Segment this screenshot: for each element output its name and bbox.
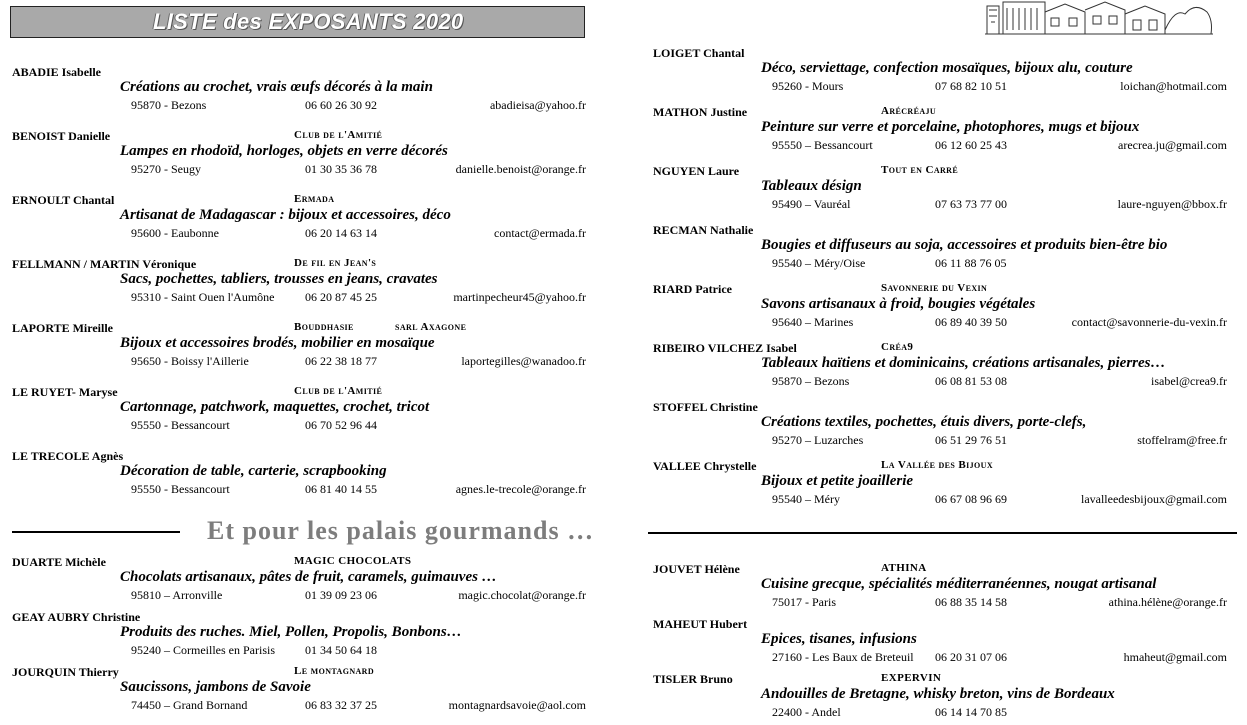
exhibitor-city: 75017 - Paris	[772, 595, 836, 609]
exhibitor-city: 95260 - Mours	[772, 79, 844, 93]
exhibitor-city: 95550 – Bessancourt	[772, 138, 873, 152]
exhibitor-description: Artisanat de Madagascar : bijoux et accessoires, déco	[120, 207, 451, 223]
exhibitor-name: LE RUYET- Maryse	[12, 385, 118, 399]
exhibitor-city: 27160 - Les Baux de Breteuil	[772, 650, 914, 664]
exhibitor-city: 22400 - Andel	[772, 705, 841, 719]
exhibitor-city: 95550 - Bessancourt	[131, 482, 230, 496]
exhibitor-entry	[12, 449, 586, 499]
exhibitor-email: magic.chocolat@orange.fr	[458, 588, 586, 602]
exhibitor-entry	[653, 164, 1227, 214]
exhibitor-city: 95870 - Bezons	[131, 98, 207, 112]
exhibitor-name: BENOIST Danielle	[12, 129, 111, 143]
exhibitor-description: Cuisine grecque, spécialités méditerranéennes, nougat artisanal	[761, 576, 1157, 592]
exhibitor-organization: La Vallée des Bijoux	[881, 459, 994, 471]
exhibitor-email: athina.hélène@orange.fr	[1108, 595, 1227, 609]
exhibitor-city: 95640 – Marines	[772, 315, 854, 329]
exhibitor-email: agnes.le-trecole@orange.fr	[455, 482, 586, 496]
exhibitor-phone: 06 70 52 96 44	[305, 418, 377, 432]
exhibitor-phone: 06 11 88 76 05	[935, 256, 1007, 270]
exhibitor-email: contact@ermada.fr	[494, 226, 586, 240]
exhibitor-city: 74450 – Grand Bornand	[131, 698, 248, 712]
exhibitor-name: JOUVET Hélène	[653, 562, 740, 576]
exhibitor-phone: 06 83 32 37 25	[305, 698, 377, 712]
exhibitor-city: 95270 - Seugy	[131, 162, 201, 176]
exhibitor-organization: Bouddhasie	[294, 321, 354, 333]
exhibitor-description: Cartonnage, patchwork, maquettes, crochet, tricot	[120, 399, 430, 415]
exhibitor-description: Chocolats artisanaux, pâtes de fruit, caramels, guimauves …	[120, 569, 497, 585]
exhibitor-entry	[653, 46, 1227, 96]
exhibitor-entry	[12, 610, 586, 660]
exhibitor-phone: 06 12 60 25 43	[935, 138, 1007, 152]
exhibitor-phone: 06 51 29 76 51	[935, 433, 1007, 447]
exhibitor-phone: 06 20 87 45 25	[305, 290, 377, 304]
exhibitor-name: ABADIE Isabelle	[12, 65, 102, 79]
exhibitor-organization: De fil en Jean's	[294, 257, 377, 269]
exhibitor-email: stoffelram@free.fr	[1137, 433, 1227, 447]
exhibitor-name: ERNOULT Chantal	[12, 193, 115, 207]
exhibitor-organization: Savonnerie du Vexin	[881, 282, 988, 294]
exhibitor-name: LAPORTE Mireille	[12, 321, 114, 335]
exhibitor-description: Bijoux et accessoires brodés, mobilier en mosaïque	[120, 335, 435, 351]
exhibitor-city: 95600 - Eaubonne	[131, 226, 219, 240]
exhibitor-phone: 06 81 40 14 55	[305, 482, 377, 496]
exhibitor-name: LOIGET Chantal	[653, 46, 745, 60]
exhibitor-description: Epices, tisanes, infusions	[761, 631, 917, 647]
exhibitor-email: loichan@hotmail.com	[1120, 79, 1227, 93]
exhibitor-email: arecrea.ju@gmail.com	[1118, 138, 1227, 152]
exhibitor-organization: Club de l'Amitié	[294, 129, 383, 141]
exhibitor-phone: 06 20 31 07 06	[935, 650, 1007, 664]
exhibitor-entry	[12, 257, 586, 307]
exhibitor-city: 95270 – Luzarches	[772, 433, 864, 447]
exhibitor-description: Produits des ruches. Miel, Pollen, Propolis, Bonbons…	[120, 624, 462, 640]
exhibitor-description: Savons artisanaux à froid, bougies végétales	[761, 296, 1036, 312]
exhibitor-description: Sacs, pochettes, tabliers, trousses en jeans, cravates	[120, 271, 438, 287]
exhibitor-name: GEAY AUBRY Christine	[12, 610, 141, 624]
exhibitor-city: 95650 - Boissy l'Aillerie	[131, 354, 249, 368]
exhibitor-name: MAHEUT Hubert	[653, 617, 748, 631]
exhibitor-name: RECMAN Nathalie	[653, 223, 754, 237]
exhibitor-phone: 06 14 14 70 85	[935, 705, 1007, 719]
exhibitor-name: TISLER Bruno	[653, 672, 733, 686]
exhibitor-entry	[653, 562, 1227, 612]
title-banner	[10, 6, 585, 38]
exhibitor-description: Andouilles de Bretagne, whisky breton, vins de Bordeaux	[761, 686, 1115, 702]
exhibitor-organization: EXPERVIN	[881, 672, 942, 684]
exhibitor-entry	[12, 193, 586, 243]
exhibitor-entry	[12, 665, 586, 715]
exhibitor-phone: 06 67 08 96 69	[935, 492, 1007, 506]
exhibitor-entry	[653, 105, 1227, 155]
exhibitor-entry	[653, 672, 1227, 722]
exhibitor-email: isabel@crea9.fr	[1150, 374, 1227, 388]
exhibitor-email: laportegilles@wanadoo.fr	[461, 354, 586, 368]
exhibitor-email: abadieisa@yahoo.fr	[489, 98, 586, 112]
exhibitor-city: 95240 – Cormeilles en Parisis	[131, 643, 275, 657]
section-divider-right	[648, 532, 1237, 534]
exhibitor-organization: Le montagnard	[294, 665, 375, 677]
exhibitor-email: hmaheut@gmail.com	[1123, 650, 1227, 664]
section-divider	[12, 531, 180, 533]
page-title: LISTE des EXPOSANTS 2020	[153, 9, 464, 34]
exhibitor-city: 95870 – Bezons	[772, 374, 850, 388]
exhibitor-description: Peinture sur verre et porcelaine, photophores, mugs et bijoux	[761, 119, 1140, 135]
exhibitor-entry	[653, 459, 1227, 509]
exhibitor-description: Créations textiles, pochettes, étuis divers, porte-clefs,	[761, 414, 1087, 430]
exhibitor-name: JOURQUIN Thierry	[12, 665, 119, 679]
exhibitor-name: MATHON Justine	[653, 105, 748, 119]
exhibitor-entry	[653, 282, 1227, 332]
exhibitor-entry	[653, 341, 1227, 391]
exhibitor-entry	[653, 617, 1227, 667]
exhibitor-organization: Club de l'Amitié	[294, 385, 383, 397]
exhibitor-email: lavalleedesbijoux@gmail.com	[1080, 492, 1227, 506]
exhibitor-name: STOFFEL Christine	[653, 400, 758, 414]
exhibitor-city: 95490 – Vauréal	[772, 197, 851, 211]
exhibitor-phone: 06 89 40 39 50	[935, 315, 1007, 329]
exhibitor-organization: Tout en Carré	[881, 164, 959, 176]
exhibitor-email: contact@savonnerie-du-vexin.fr	[1071, 315, 1227, 329]
exhibitor-entry	[653, 223, 1227, 273]
exhibitor-entry	[12, 321, 586, 371]
exhibitor-email: danielle.benoist@orange.fr	[455, 162, 586, 176]
exhibitor-entry	[653, 400, 1227, 450]
exhibitor-entry	[12, 555, 586, 605]
exhibitor-email: martinpecheur45@yahoo.fr	[453, 290, 586, 304]
exhibitor-email: laure-nguyen@bbox.fr	[1117, 197, 1227, 211]
exhibitor-name: VALLEE Chrystelle	[653, 459, 757, 473]
exhibitor-entry	[12, 65, 586, 115]
exhibitor-organization: MAGIC CHOCOLATS	[294, 555, 412, 567]
exhibitor-phone: 06 20 14 63 14	[305, 226, 377, 240]
exhibitor-phone: 06 88 35 14 58	[935, 595, 1007, 609]
exhibitor-name: NGUYEN Laure	[653, 164, 740, 178]
exhibitor-city: 95550 - Bessancourt	[131, 418, 230, 432]
exhibitor-city: 95310 - Saint Ouen l'Aumône	[131, 290, 275, 304]
exhibitor-description: Décoration de table, carterie, scrapbooking	[120, 463, 387, 479]
exhibitor-phone: 06 08 81 53 08	[935, 374, 1007, 388]
exhibitor-name: DUARTE Michèle	[12, 555, 106, 569]
exhibitor-phone: 01 30 35 36 78	[305, 162, 377, 176]
exhibitor-description: Bougies et diffuseurs au soja, accessoires et produits bien-être bio	[761, 237, 1168, 253]
exhibitor-description: Déco, serviettage, confection mosaïques, bijoux alu, couture	[761, 60, 1133, 76]
exhibitor-city: 95540 – Méry/Oise	[772, 256, 866, 270]
exhibitor-description: Tableaux haïtiens et dominicains, créations artisanales, pierres…	[761, 355, 1166, 371]
gourmand-heading: Et pour les palais gourmands …	[207, 516, 595, 545]
village-sketch-image	[985, 0, 1215, 36]
exhibitor-name: RIARD Patrice	[653, 282, 732, 296]
exhibitor-description: Tableaux désign	[761, 178, 862, 194]
exhibitor-phone: 01 39 09 23 06	[305, 588, 377, 602]
exhibitor-phone: 07 63 73 77 00	[935, 197, 1007, 211]
exhibitor-name: FELLMANN / MARTIN Véronique	[12, 257, 197, 271]
exhibitor-city: 95810 – Arronville	[131, 588, 223, 602]
exhibitor-organization: ATHINA	[881, 562, 927, 574]
exhibitor-phone: 07 68 82 10 51	[935, 79, 1007, 93]
exhibitor-email: montagnardsavoie@aol.com	[448, 698, 586, 712]
exhibitor-city: 95540 – Méry	[772, 492, 840, 506]
exhibitor-organization: Créa9	[881, 341, 914, 353]
exhibitor-description: Créations au crochet, vrais œufs décorés à la main	[120, 79, 433, 95]
exhibitor-entry	[12, 385, 586, 435]
exhibitor-organization: Arécréaju	[881, 105, 937, 117]
exhibitor-name: LE TRECOLE Agnès	[12, 449, 124, 463]
exhibitor-organization: Ermada	[294, 193, 335, 205]
exhibitor-phone: 06 60 26 30 92	[305, 98, 377, 112]
exhibitor-organization-secondary: sarl Axagone	[395, 321, 467, 333]
exhibitor-description: Lampes en rhodoïd, horloges, objets en verre décorés	[120, 143, 448, 159]
exhibitor-phone: 01 34 50 64 18	[305, 643, 377, 657]
exhibitor-phone: 06 22 38 18 77	[305, 354, 377, 368]
exhibitor-description: Saucissons, jambons de Savoie	[120, 679, 311, 695]
exhibitor-entry	[12, 129, 586, 179]
exhibitor-description: Bijoux et petite joaillerie	[761, 473, 914, 489]
exhibitor-name: RIBEIRO VILCHEZ Isabel	[653, 341, 797, 355]
